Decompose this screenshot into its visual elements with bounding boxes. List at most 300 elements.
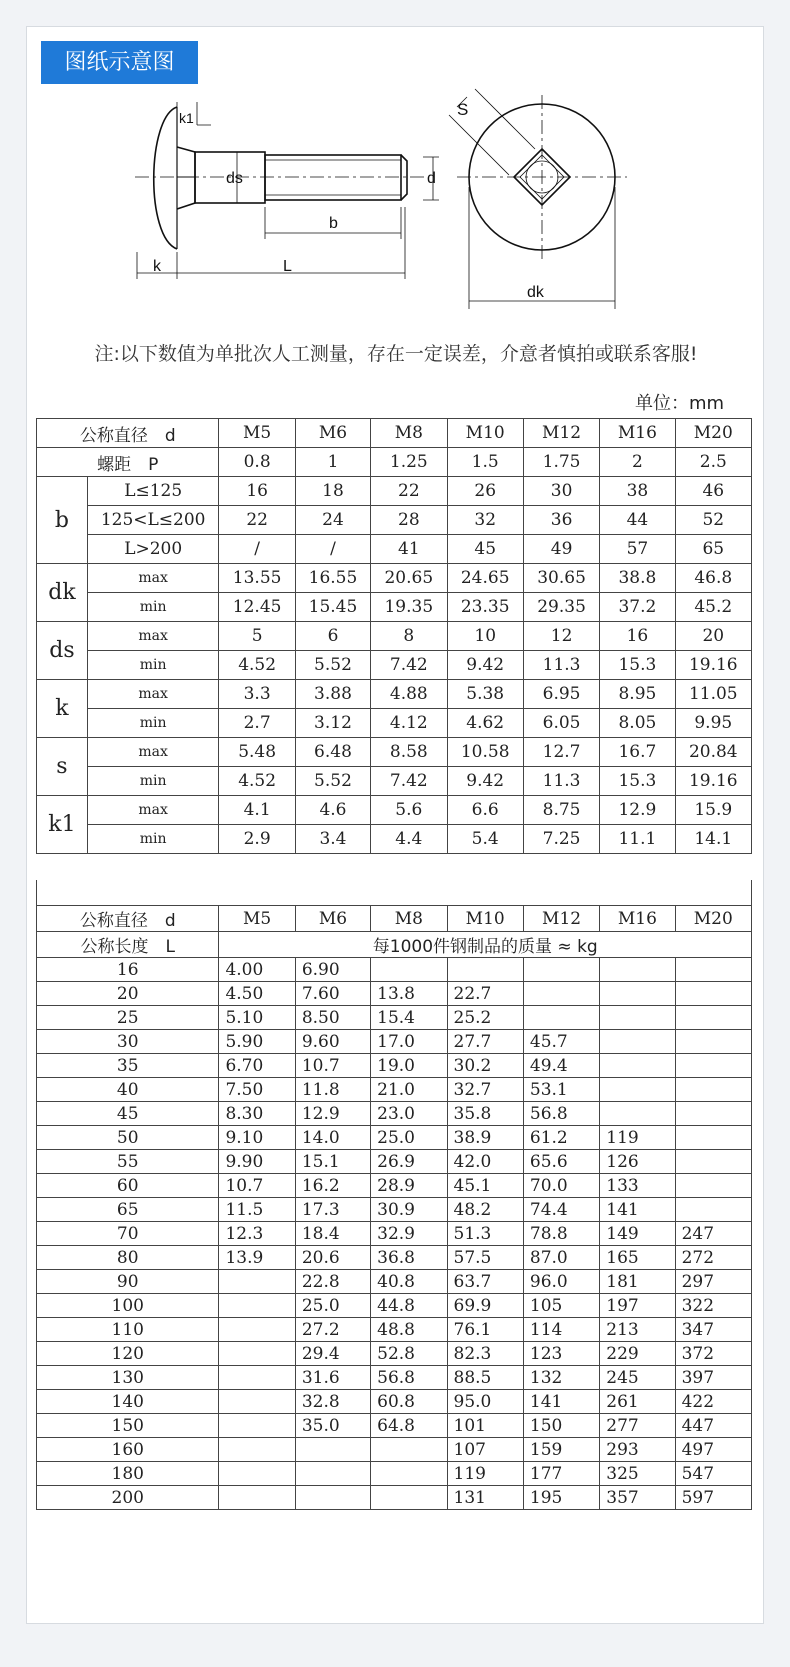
mass-cell: 141 <box>600 1198 675 1222</box>
mass-cell: 497 <box>675 1438 751 1462</box>
value-cell: 22 <box>371 477 447 506</box>
mass-cell: 293 <box>600 1438 675 1462</box>
mass-cell <box>600 1054 675 1078</box>
mass-cell: 26.9 <box>371 1150 447 1174</box>
label-ds: ds <box>226 170 243 187</box>
weight-row <box>37 1366 752 1390</box>
value-cell: 6.05 <box>523 709 599 738</box>
pitch-row <box>37 448 752 477</box>
mass-cell: 74.4 <box>523 1198 599 1222</box>
group-label: k1 <box>37 796 88 854</box>
mass-cell: 82.3 <box>447 1342 523 1366</box>
weight-row <box>37 1246 752 1270</box>
weight-rows <box>37 958 752 1510</box>
mass-cell: 12.9 <box>295 1102 370 1126</box>
mass-cell <box>675 1150 751 1174</box>
weight-row <box>37 1078 752 1102</box>
content-card <box>26 26 764 1624</box>
mass-cell <box>295 1462 370 1486</box>
value-cell: 15.45 <box>295 593 370 622</box>
mass-cell: 12.3 <box>219 1222 295 1246</box>
mass-cell: 23.0 <box>371 1102 447 1126</box>
value-cell: 19.35 <box>371 593 447 622</box>
measurement-note: 注:以下数值为单批次人工测量，存在一定误差，介意者慎拍或联系客服! <box>94 343 698 365</box>
mass-cell: 51.3 <box>447 1222 523 1246</box>
weight-row <box>37 1102 752 1126</box>
mass-cell: 95.0 <box>447 1390 523 1414</box>
b-rows <box>37 477 752 564</box>
value-cell: 41 <box>371 535 447 564</box>
length-cell: 110 <box>37 1318 219 1342</box>
mass-cell: 397 <box>675 1366 751 1390</box>
group-label: ds <box>37 622 88 680</box>
carriage-bolt-diagram <box>27 27 765 327</box>
label-S: S <box>457 100 469 119</box>
length-cell: 140 <box>37 1390 219 1414</box>
value-cell: 12 <box>523 622 599 651</box>
limit-kind: max <box>87 680 219 709</box>
weight-row <box>37 1270 752 1294</box>
weight-row <box>37 1438 752 1462</box>
tolerance-row <box>37 709 752 738</box>
group-label: dk <box>37 564 88 622</box>
value-cell: 26 <box>447 477 523 506</box>
value-cell: 5.38 <box>447 680 523 709</box>
value-cell: 11.3 <box>523 767 599 796</box>
mass-cell: 14.0 <box>295 1126 370 1150</box>
mass-cell: 25.0 <box>371 1126 447 1150</box>
mass-cell: 422 <box>675 1390 751 1414</box>
mass-cell: 32.8 <box>295 1390 370 1414</box>
value-cell: 4.1 <box>219 796 295 825</box>
b-label: b <box>37 477 88 564</box>
value-cell: 38 <box>600 477 675 506</box>
length-cell: 40 <box>37 1078 219 1102</box>
mass-cell <box>600 958 675 982</box>
value-cell: 38.8 <box>600 564 675 593</box>
mass-cell <box>371 1438 447 1462</box>
mass-cell <box>600 1078 675 1102</box>
value-cell: 6.95 <box>523 680 599 709</box>
label-dk: dk <box>527 284 544 301</box>
weight-row <box>37 1294 752 1318</box>
value-cell: 2.7 <box>219 709 295 738</box>
mass-cell: 87.0 <box>523 1246 599 1270</box>
weight-row <box>37 1414 752 1438</box>
mass-cell <box>675 958 751 982</box>
mass-cell: 19.0 <box>371 1054 447 1078</box>
mass-cell: 70.0 <box>523 1174 599 1198</box>
mass-cell: 56.8 <box>523 1102 599 1126</box>
label-k: k <box>153 258 161 275</box>
mass-cell <box>371 958 447 982</box>
spec-header-label: 公称直径 d <box>37 419 219 448</box>
mass-cell <box>371 1486 447 1510</box>
mass-cell <box>675 1078 751 1102</box>
limit-kind: min <box>87 593 219 622</box>
pitch-cell: 2.5 <box>675 448 751 477</box>
b-condition: 125<L≤200 <box>87 506 219 535</box>
value-cell: 3.4 <box>295 825 370 854</box>
value-cell: 7.25 <box>523 825 599 854</box>
value-cell: 36 <box>523 506 599 535</box>
mass-cell: 213 <box>600 1318 675 1342</box>
mass-cell: 44.8 <box>371 1294 447 1318</box>
mass-cell: 325 <box>600 1462 675 1486</box>
mass-cell: 30.9 <box>371 1198 447 1222</box>
value-cell: 28 <box>371 506 447 535</box>
mass-cell <box>219 1366 295 1390</box>
mass-cell: 25.0 <box>295 1294 370 1318</box>
mass-cell: 245 <box>600 1366 675 1390</box>
value-cell: 20.65 <box>371 564 447 593</box>
mass-cell: 105 <box>523 1294 599 1318</box>
mass-cell: 159 <box>523 1438 599 1462</box>
mass-cell: 61.2 <box>523 1126 599 1150</box>
weight-row <box>37 1222 752 1246</box>
value-cell: 4.12 <box>371 709 447 738</box>
spec-table <box>36 418 752 854</box>
weight-caption-row <box>37 932 752 958</box>
mass-cell: 27.7 <box>447 1030 523 1054</box>
mass-cell: 126 <box>600 1150 675 1174</box>
mass-cell: 114 <box>523 1318 599 1342</box>
length-cell: 100 <box>37 1294 219 1318</box>
mass-cell: 15.1 <box>295 1150 370 1174</box>
mass-cell: 38.9 <box>447 1126 523 1150</box>
length-cell: 25 <box>37 1006 219 1030</box>
mass-cell: 11.8 <box>295 1078 370 1102</box>
mass-cell: 6.70 <box>219 1054 295 1078</box>
mass-cell <box>523 1006 599 1030</box>
size-cell: M16 <box>600 906 675 932</box>
limit-kind: max <box>87 564 219 593</box>
mass-cell: 177 <box>523 1462 599 1486</box>
limit-kind: max <box>87 622 219 651</box>
mass-cell: 69.9 <box>447 1294 523 1318</box>
length-cell: 16 <box>37 958 219 982</box>
length-cell: 30 <box>37 1030 219 1054</box>
size-cell: M5 <box>219 419 295 448</box>
value-cell: 8.05 <box>600 709 675 738</box>
mass-caption: 每1000件钢制品的质量 ≈ kg <box>219 932 752 958</box>
b-condition: L≤125 <box>87 477 219 506</box>
pitch-cell: 1.5 <box>447 448 523 477</box>
mass-cell: 27.2 <box>295 1318 370 1342</box>
mass-cell <box>600 1006 675 1030</box>
value-cell: 9.95 <box>675 709 751 738</box>
weight-row <box>37 1150 752 1174</box>
label-d: d <box>427 170 436 187</box>
length-cell: 70 <box>37 1222 219 1246</box>
length-cell: 80 <box>37 1246 219 1270</box>
value-cell: 4.52 <box>219 651 295 680</box>
length-label: 公称长度 L <box>37 932 219 958</box>
mass-cell: 30.2 <box>447 1054 523 1078</box>
length-cell: 90 <box>37 1270 219 1294</box>
pitch-cell: 0.8 <box>219 448 295 477</box>
limit-kind: max <box>87 738 219 767</box>
mass-cell: 21.0 <box>371 1078 447 1102</box>
value-cell: 16.7 <box>600 738 675 767</box>
mass-cell: 78.8 <box>523 1222 599 1246</box>
mass-cell <box>219 1270 295 1294</box>
mass-cell: 35.0 <box>295 1414 370 1438</box>
pitch-cell: 1.75 <box>523 448 599 477</box>
size-cell: M8 <box>371 419 447 448</box>
value-cell: / <box>219 535 295 564</box>
mass-cell: 17.3 <box>295 1198 370 1222</box>
mass-cell <box>523 982 599 1006</box>
section-title: 图纸示意图 <box>41 41 198 84</box>
mass-cell <box>295 1486 370 1510</box>
mass-cell <box>675 1198 751 1222</box>
value-cell: 24.65 <box>447 564 523 593</box>
mass-cell <box>219 1390 295 1414</box>
mass-cell: 277 <box>600 1414 675 1438</box>
value-cell: 12.45 <box>219 593 295 622</box>
mass-cell: 48.8 <box>371 1318 447 1342</box>
value-cell: 10 <box>447 622 523 651</box>
mass-cell: 347 <box>675 1318 751 1342</box>
group-label: s <box>37 738 88 796</box>
size-cell: M16 <box>600 419 675 448</box>
size-cell: M10 <box>447 419 523 448</box>
mass-cell: 45.1 <box>447 1174 523 1198</box>
value-cell: / <box>295 535 370 564</box>
mass-cell: 96.0 <box>523 1270 599 1294</box>
length-cell: 200 <box>37 1486 219 1510</box>
mass-cell: 20.6 <box>295 1246 370 1270</box>
mass-cell: 197 <box>600 1294 675 1318</box>
value-cell: 4.62 <box>447 709 523 738</box>
mass-cell: 13.8 <box>371 982 447 1006</box>
value-cell: 46 <box>675 477 751 506</box>
value-cell: 8.95 <box>600 680 675 709</box>
weight-header-row <box>37 906 752 932</box>
value-cell: 22 <box>219 506 295 535</box>
mass-cell: 36.8 <box>371 1246 447 1270</box>
mass-cell: 13.9 <box>219 1246 295 1270</box>
unit-label: 单位：mm <box>635 393 725 414</box>
mass-cell <box>675 1030 751 1054</box>
length-cell: 65 <box>37 1198 219 1222</box>
value-cell: 9.42 <box>447 651 523 680</box>
value-cell: 3.12 <box>295 709 370 738</box>
value-cell: 7.42 <box>371 651 447 680</box>
value-cell: 15.3 <box>600 767 675 796</box>
mass-cell: 133 <box>600 1174 675 1198</box>
mass-cell: 10.7 <box>295 1054 370 1078</box>
mass-cell: 107 <box>447 1438 523 1462</box>
value-cell: 8.58 <box>371 738 447 767</box>
length-cell: 55 <box>37 1150 219 1174</box>
mass-cell: 9.10 <box>219 1126 295 1150</box>
mass-cell <box>675 1174 751 1198</box>
weight-row <box>37 1390 752 1414</box>
pitch-cell: 2 <box>600 448 675 477</box>
mass-cell: 119 <box>600 1126 675 1150</box>
size-cell: M12 <box>523 906 599 932</box>
mass-cell: 597 <box>675 1486 751 1510</box>
weight-row <box>37 1342 752 1366</box>
value-cell: 4.52 <box>219 767 295 796</box>
mass-cell <box>523 958 599 982</box>
mass-cell: 119 <box>447 1462 523 1486</box>
mass-cell: 18.4 <box>295 1222 370 1246</box>
tolerance-row <box>37 622 752 651</box>
size-cell: M5 <box>219 906 295 932</box>
tolerance-row <box>37 680 752 709</box>
label-L: L <box>283 258 292 275</box>
mass-cell: 9.60 <box>295 1030 370 1054</box>
value-cell: 4.4 <box>371 825 447 854</box>
value-cell: 16 <box>219 477 295 506</box>
mass-cell: 4.50 <box>219 982 295 1006</box>
mass-cell <box>675 982 751 1006</box>
weight-row <box>37 1318 752 1342</box>
value-cell: 7.42 <box>371 767 447 796</box>
mass-cell <box>371 1462 447 1486</box>
weight-table <box>36 905 752 1510</box>
mass-cell: 247 <box>675 1222 751 1246</box>
mass-cell: 5.10 <box>219 1006 295 1030</box>
mass-cell: 372 <box>675 1342 751 1366</box>
mass-cell: 150 <box>523 1414 599 1438</box>
mass-cell <box>219 1462 295 1486</box>
mass-cell: 322 <box>675 1294 751 1318</box>
mass-cell: 52.8 <box>371 1342 447 1366</box>
mass-cell: 149 <box>600 1222 675 1246</box>
value-cell: 3.3 <box>219 680 295 709</box>
value-cell: 13.55 <box>219 564 295 593</box>
tolerance-row <box>37 825 752 854</box>
mass-cell <box>219 1438 295 1462</box>
mass-cell: 123 <box>523 1342 599 1366</box>
value-cell: 20.84 <box>675 738 751 767</box>
mass-cell <box>600 982 675 1006</box>
value-cell: 8 <box>371 622 447 651</box>
value-cell: 4.6 <box>295 796 370 825</box>
weight-row <box>37 1486 752 1510</box>
pitch-cell: 1.25 <box>371 448 447 477</box>
value-cell: 10.58 <box>447 738 523 767</box>
value-cell: 5.4 <box>447 825 523 854</box>
mass-cell: 42.0 <box>447 1150 523 1174</box>
value-cell: 9.42 <box>447 767 523 796</box>
mass-cell: 165 <box>600 1246 675 1270</box>
value-cell: 15.3 <box>600 651 675 680</box>
value-cell: 15.9 <box>675 796 751 825</box>
table-gap <box>36 880 752 905</box>
size-cell: M10 <box>447 906 523 932</box>
weight-row <box>37 1174 752 1198</box>
spec-header-row <box>37 419 752 448</box>
mass-cell: 32.7 <box>447 1078 523 1102</box>
mass-cell <box>675 1102 751 1126</box>
mass-cell: 195 <box>523 1486 599 1510</box>
value-cell: 5.52 <box>295 767 370 796</box>
mass-cell: 9.90 <box>219 1150 295 1174</box>
value-cell: 19.16 <box>675 767 751 796</box>
value-cell: 29.35 <box>523 593 599 622</box>
mass-cell: 17.0 <box>371 1030 447 1054</box>
mass-cell: 10.7 <box>219 1174 295 1198</box>
mass-cell: 101 <box>447 1414 523 1438</box>
value-cell: 11.3 <box>523 651 599 680</box>
mass-cell <box>219 1294 295 1318</box>
length-cell: 160 <box>37 1438 219 1462</box>
mass-cell: 15.4 <box>371 1006 447 1030</box>
mass-cell: 40.8 <box>371 1270 447 1294</box>
mass-cell: 272 <box>675 1246 751 1270</box>
value-cell: 11.1 <box>600 825 675 854</box>
value-cell: 30.65 <box>523 564 599 593</box>
value-cell: 45.2 <box>675 593 751 622</box>
length-cell: 35 <box>37 1054 219 1078</box>
mass-cell: 297 <box>675 1270 751 1294</box>
label-k1: k1 <box>179 110 194 126</box>
length-cell: 150 <box>37 1414 219 1438</box>
mass-cell <box>675 1054 751 1078</box>
mass-cell: 35.8 <box>447 1102 523 1126</box>
length-cell: 120 <box>37 1342 219 1366</box>
limit-kind: min <box>87 651 219 680</box>
mass-cell <box>295 1438 370 1462</box>
b-condition: L>200 <box>87 535 219 564</box>
length-cell: 180 <box>37 1462 219 1486</box>
limit-kind: min <box>87 825 219 854</box>
mass-cell <box>219 1342 295 1366</box>
tolerance-row <box>37 796 752 825</box>
mass-cell: 29.4 <box>295 1342 370 1366</box>
mass-cell <box>600 1102 675 1126</box>
value-cell: 45 <box>447 535 523 564</box>
value-cell: 23.35 <box>447 593 523 622</box>
mass-cell: 53.1 <box>523 1078 599 1102</box>
mass-cell: 56.8 <box>371 1366 447 1390</box>
mass-cell: 11.5 <box>219 1198 295 1222</box>
weight-row <box>37 1006 752 1030</box>
mass-cell: 22.8 <box>295 1270 370 1294</box>
value-cell: 18 <box>295 477 370 506</box>
mass-cell: 181 <box>600 1270 675 1294</box>
mass-cell: 357 <box>600 1486 675 1510</box>
mass-cell: 88.5 <box>447 1366 523 1390</box>
value-cell: 16 <box>600 622 675 651</box>
weight-row <box>37 1126 752 1150</box>
weight-row <box>37 1030 752 1054</box>
value-cell: 12.9 <box>600 796 675 825</box>
value-cell: 3.88 <box>295 680 370 709</box>
size-cell: M6 <box>295 419 370 448</box>
mass-cell: 48.2 <box>447 1198 523 1222</box>
mass-cell: 4.00 <box>219 958 295 982</box>
mass-cell <box>675 1126 751 1150</box>
tolerance-rows <box>37 564 752 854</box>
weight-row <box>37 1198 752 1222</box>
length-cell: 130 <box>37 1366 219 1390</box>
mass-cell: 22.7 <box>447 982 523 1006</box>
weight-row <box>37 982 752 1006</box>
mass-cell: 65.6 <box>523 1150 599 1174</box>
value-cell: 2.9 <box>219 825 295 854</box>
value-cell: 30 <box>523 477 599 506</box>
mass-cell <box>219 1318 295 1342</box>
tolerance-row <box>37 651 752 680</box>
mass-cell: 141 <box>523 1390 599 1414</box>
value-cell: 16.55 <box>295 564 370 593</box>
